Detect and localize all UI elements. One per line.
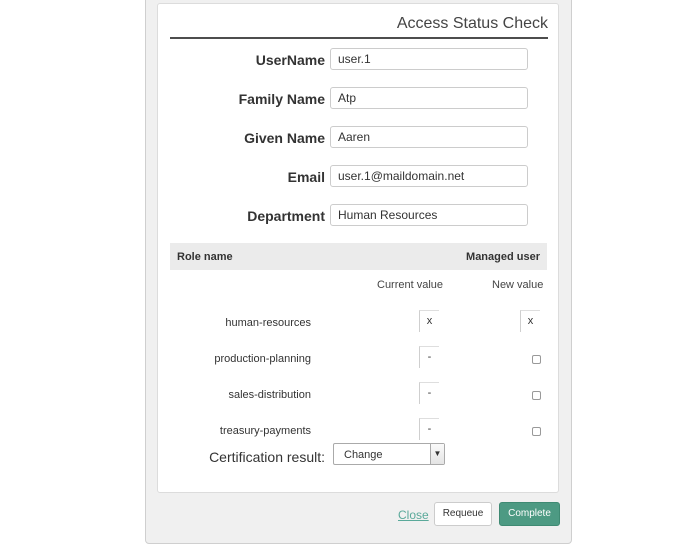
table-row — [170, 306, 547, 342]
page-title: Access Status Check — [170, 15, 548, 39]
department-label: Department — [247, 208, 325, 224]
certification-result-select[interactable] — [333, 443, 445, 465]
department-row — [170, 204, 530, 228]
email-label: Email — [287, 169, 325, 185]
family-name-label: Family Name — [238, 91, 325, 107]
given-name-row — [170, 126, 530, 150]
given-name-label: Given Name — [244, 130, 325, 146]
current-value-header: Current value — [377, 279, 444, 291]
username-field[interactable] — [330, 48, 528, 70]
family-name-row — [170, 87, 530, 111]
current-value-cell: x — [419, 310, 439, 332]
role-name-header: Role name — [177, 251, 233, 263]
role-name: treasury-payments — [219, 425, 311, 437]
certification-result-label: Certification result: — [209, 449, 325, 465]
close-link[interactable]: Close — [398, 508, 429, 522]
department-field[interactable] — [330, 204, 528, 226]
current-value-cell: - — [419, 346, 439, 368]
email-field[interactable] — [330, 165, 528, 187]
requeue-button[interactable]: Requeue — [434, 502, 492, 526]
roles-table-header — [170, 243, 547, 270]
table-row — [170, 342, 547, 378]
managed-user-header: Managed user — [466, 251, 540, 263]
complete-button[interactable]: Complete — [499, 502, 560, 526]
new-value-checkbox[interactable] — [532, 355, 541, 364]
table-row — [170, 378, 547, 414]
role-name: sales-distribution — [228, 389, 311, 401]
current-value-cell: - — [419, 418, 439, 440]
new-value-header: New value — [492, 279, 544, 291]
new-value-checkbox[interactable] — [532, 391, 541, 400]
role-name: production-planning — [214, 353, 311, 365]
current-value-cell: - — [419, 382, 439, 404]
roles-subheader — [170, 270, 547, 306]
username-label: UserName — [255, 52, 325, 68]
roles-table[interactable] — [170, 243, 547, 441]
email-row — [170, 165, 530, 189]
username-row — [170, 48, 530, 72]
table-row — [170, 414, 547, 441]
chevron-down-icon: ▼ — [430, 444, 444, 464]
certification-result-value: Change — [344, 449, 383, 461]
new-value-cell: x — [520, 310, 540, 332]
new-value-checkbox[interactable] — [532, 427, 541, 436]
given-name-field[interactable] — [330, 126, 528, 148]
role-name: human-resources — [225, 317, 311, 329]
family-name-field[interactable] — [330, 87, 528, 109]
